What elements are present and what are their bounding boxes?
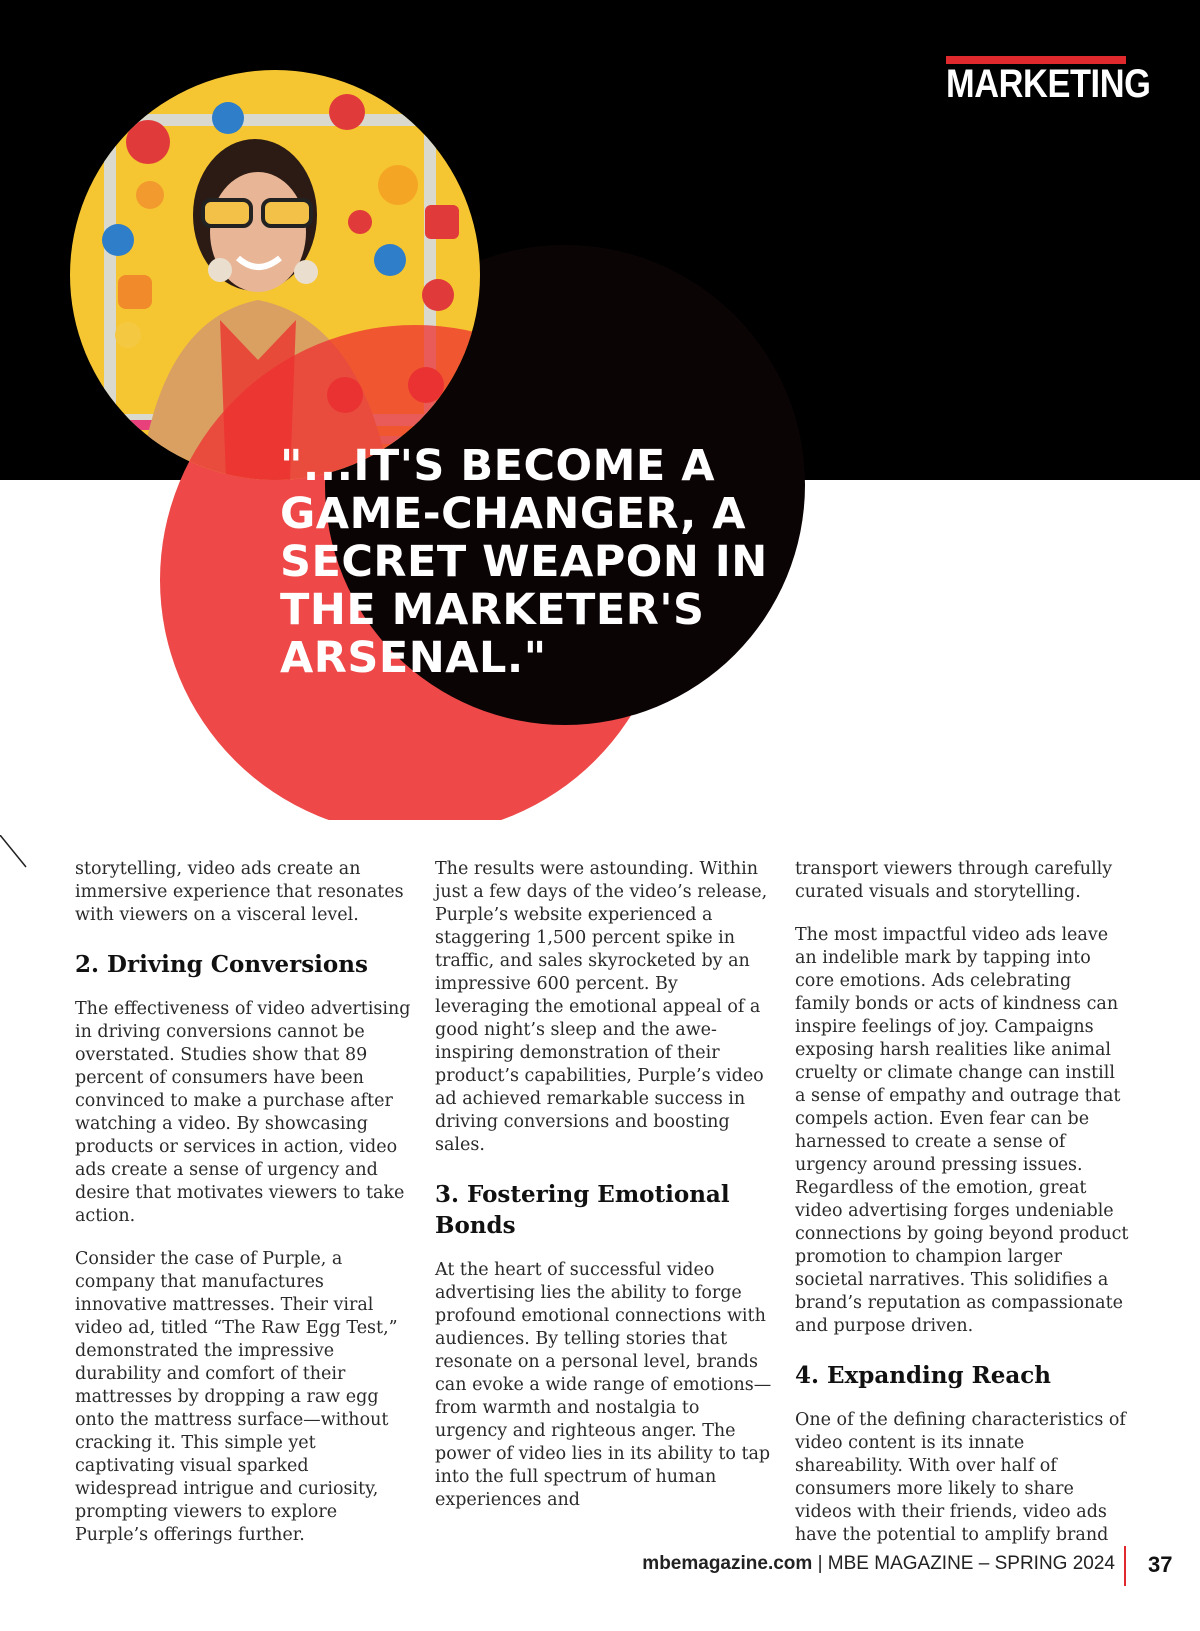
pull-quote: "...IT'S BECOME A GAME-CHANGER, A SECRET WEAPON IN THE MARKETER'S ARSENAL." — [280, 441, 768, 683]
article-column-2 — [435, 858, 775, 1532]
paragraph: The most impactful video ads leave an indelible mark by tapping into core emotions. Ads celebrating family bonds or acts of kindness can inspire feelings of joy. Campaigns exposing harsh realities like animal cruelty or climate change can instill a sense of empathy and outrage that compels action. Even fear can be harnessed to create a sense of urgency around pressing issues. Regardless of the emotion, great video advertising forges undeniable connections by going beyond product promotion to champion larger societal narratives. This solidifies a brand’s reputation as compassionate and purpose driven. — [795, 925, 1129, 1336]
footer-site-link[interactable]: mbemagazine.com — [642, 1553, 813, 1574]
page-number: 37 — [1148, 1552, 1173, 1577]
paragraph: Consider the case of Purple, a company that manufactures innovative mattresses. Their viral video ad, titled “The Raw Egg Test,” demonstrated the impressive durability and comfort of their mattresses by dropping a raw egg onto the mattress surface—without cracking it. This simple yet captivating visual sparked widespread intrigue and curiosity, prompting viewers to explore Purple’s offerings further. — [75, 1249, 398, 1545]
subheading-fostering-emotional-bonds: 3. Fostering Emotional Bonds — [435, 1181, 730, 1239]
article-column-3 — [795, 858, 1130, 1567]
paragraph: The effectiveness of video advertising in driving conversions cannot be overstated. Studies show that 89 percent of consumers have been convinced to make a purchase after watching a video. By showcasing products or services in action, video ads create a sense of urgency and desire that motivates viewers to take action. — [75, 999, 411, 1226]
paragraph: storytelling, video ads create an immersive experience that resonates with viewers on a visceral level. — [75, 859, 404, 925]
footer-issue: MBE MAGAZINE – SPRING 2024 — [827, 1553, 1115, 1574]
corner-rule — [0, 835, 40, 875]
footer-divider: | — [812, 1553, 828, 1574]
paragraph: transport viewers through carefully curated visuals and storytelling. — [795, 859, 1113, 902]
footer-separator — [1124, 1546, 1126, 1586]
paragraph: One of the defining characteristics of video content is its innate shareability. With over half of consumers more likely to share videos with their friends, video ads have the potential to amplify brand — [795, 1410, 1126, 1545]
subheading-expanding-reach: 4. Expanding Reach — [795, 1362, 1051, 1389]
article-column-1 — [75, 858, 415, 1567]
page-footer — [600, 1553, 1115, 1575]
paragraph: The results were astounding. Within just a few days of the video’s release, Purple’s website experienced a staggering 1,500 percent spike in traffic, and sales skyrocketed by an impressive 600 percent. By leveraging the emotional appeal of a good night’s sleep and the awe-inspiring demonstration of their product’s capabilities, Purple’s video ad achieved remarkable success in driving conversions and boosting sales. — [435, 859, 768, 1155]
section-label: MARKETING — [946, 62, 1151, 106]
subheading-driving-conversions: 2. Driving Conversions — [75, 951, 368, 978]
paragraph: At the heart of successful video advertising lies the ability to forge profound emotional connections with audiences. By telling stories that resonate on a personal level, brands can evoke a wide range of emotions—from warmth and nostalgia to urgency and righteous anger. The power of video lies in its ability to tap into the full spectrum of human experiences and — [435, 1260, 772, 1510]
